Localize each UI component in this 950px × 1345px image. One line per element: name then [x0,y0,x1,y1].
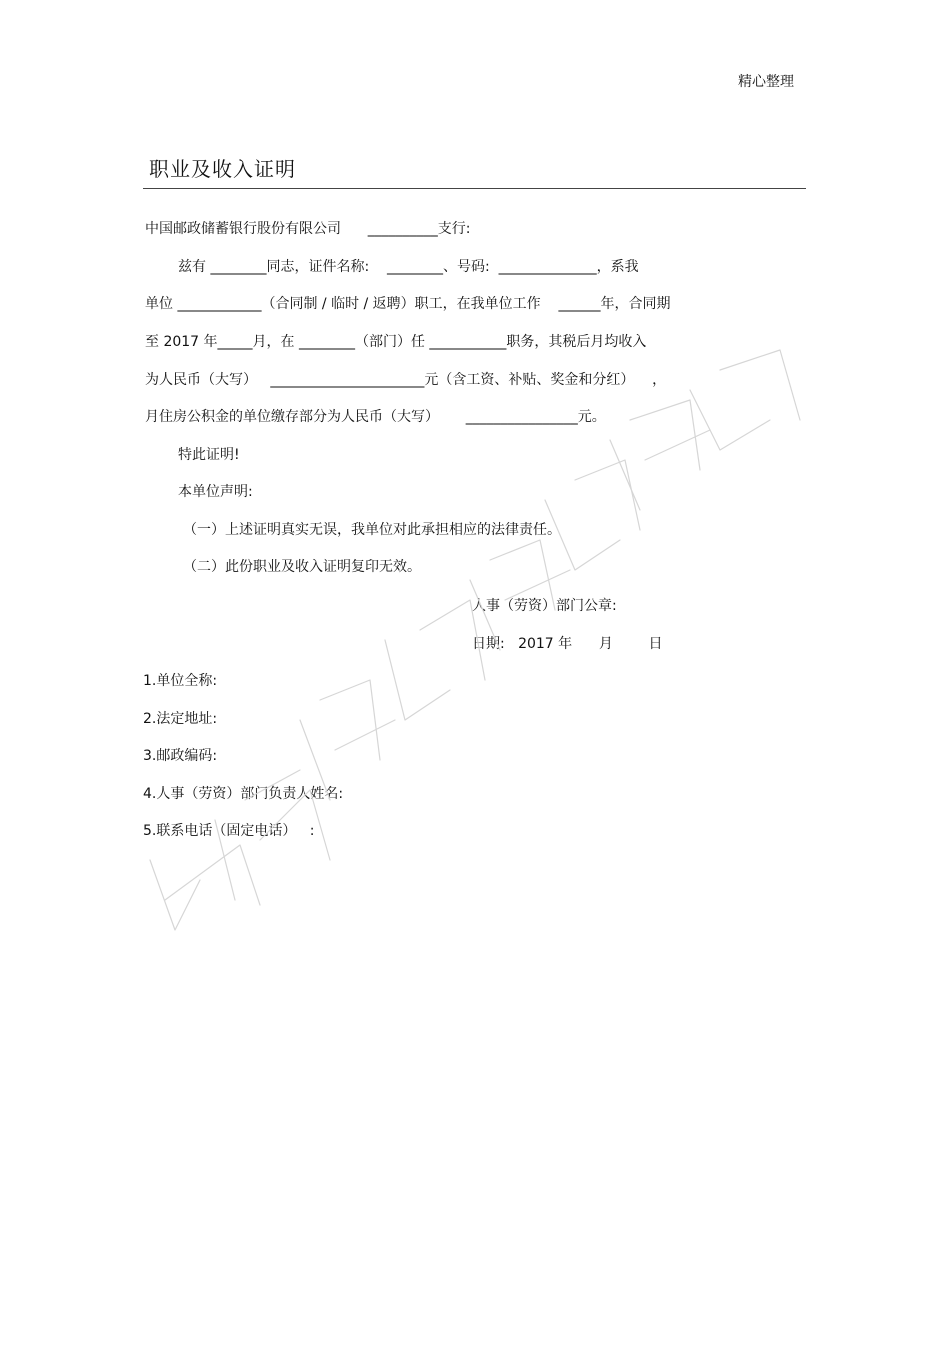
document-title: 职业及收入证明 [149,157,296,181]
body-line-4: 为人民币（大写） ______________________元（含工资、补贴、奖金和分红） ， [145,372,667,388]
body-line-3: 至 2017 年_____月，在 ________（部门）任 ___________职务，其税后月均收入 [145,334,647,350]
declaration-item-1: （一）上述证明真实无误，我单位对此承担相应的法律责任。 [183,522,561,538]
seal-label: 人事（劳资）部门公章: [472,598,617,614]
info-full-name: 1.单位全称: [143,673,218,689]
info-postcode: 3.邮政编码: [143,748,218,764]
addressee-line: 中国邮政储蓄银行股份有限公司 __________支行: [145,221,471,237]
date-line: 日期: 2017 年 月 日 [472,636,663,652]
info-phone: 5.联系电话（固定电话） : [143,823,315,839]
title-divider [143,188,806,189]
header-note: 精心整理 [738,74,794,90]
declaration-heading: 本单位声明: [178,484,253,500]
certification-statement: 特此证明! [178,447,240,463]
info-hr-head-name: 4.人事（劳资）部门负责人姓名: [143,786,344,802]
declaration-item-2: （二）此份职业及收入证明复印无效。 [183,559,421,575]
body-line-5: 月住房公积金的单位缴存部分为人民币（大写） ________________元。 [145,409,606,425]
body-line-1: 兹有 ________同志，证件名称: ________、号码: ______________，系我 [178,259,639,275]
body-line-2: 单位 ____________（合同制 / 临时 / 返聘）职工，在我单位工作 ______年，合同期 [145,296,671,312]
info-address: 2.法定地址: [143,711,218,727]
